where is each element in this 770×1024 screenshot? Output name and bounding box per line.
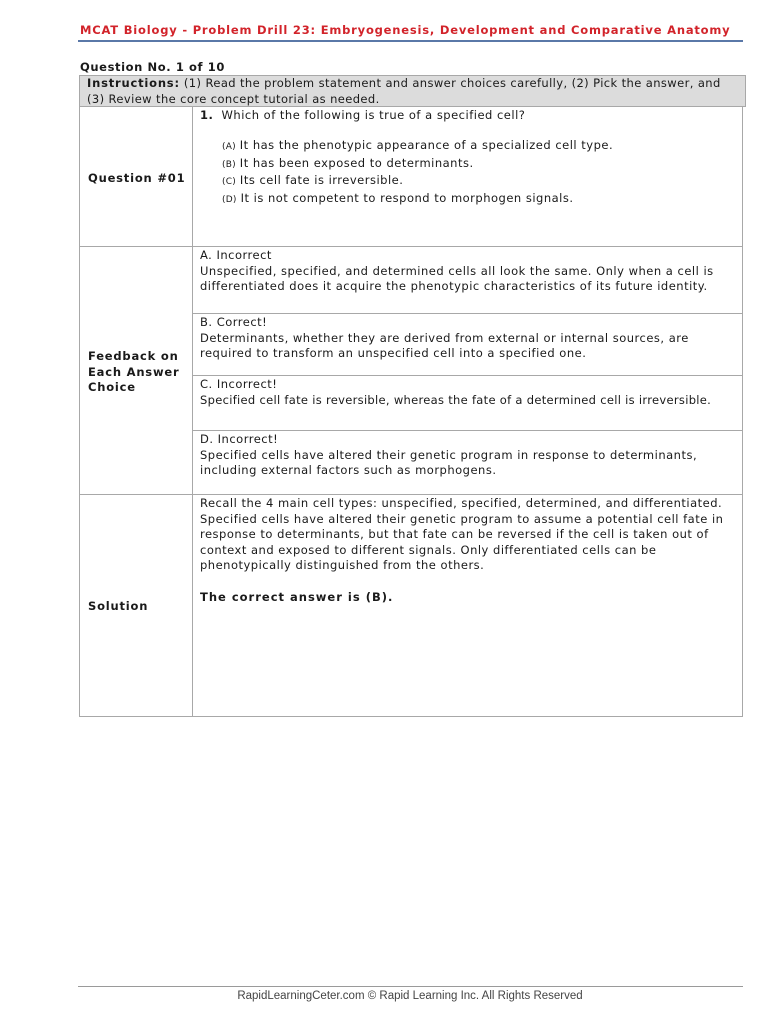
feedback-d-heading: D. Incorrect!	[200, 432, 279, 446]
feedback-d	[200, 432, 736, 479]
instructions-box	[79, 75, 746, 107]
footer-text: RapidLearningCeter.com © Rapid Learning Inc. All Rights Reserved	[237, 990, 583, 1002]
solution-cell	[192, 494, 743, 717]
feedback-c-text: Specified cell fate is reversible, whereas the fate of a determined cell is irreversible.	[200, 392, 712, 407]
question-label: Question #01	[88, 171, 186, 185]
solution-label: Solution	[88, 599, 149, 613]
feedback-label: Feedback on Each Answer Choice	[88, 349, 180, 394]
feedback-a	[200, 248, 736, 295]
solution-body	[200, 496, 736, 605]
solution-text: Recall the 4 main cell types: unspecified, specified, determined, and differentiated. Specified cells have altered their genetic program to assume a potential cell fate in response to determinants, but that fate can be reversed if the cell is taken out of context and exposed to different signals. Only differentiated cells can be phenotypically distinguished from the others.	[200, 496, 724, 572]
solution-label-cell	[79, 494, 193, 717]
feedback-c-heading: C. Incorrect!	[200, 377, 278, 391]
feedback-label-cell	[79, 246, 193, 495]
choice-b: (B) It has been exposed to determinants.	[222, 155, 474, 170]
feedback-b	[200, 315, 736, 362]
title-divider	[78, 40, 743, 42]
feedback-a-text: Unspecified, specified, and determined cells all look the same. Only when a cell is differentiated does it acquire the phenotypic characteristics of its future identity.	[200, 263, 714, 293]
feedback-a-cell	[192, 246, 743, 314]
feedback-c-cell	[192, 375, 743, 431]
feedback-b-heading: B. Correct!	[200, 315, 268, 329]
question-label-cell	[79, 106, 193, 247]
feedback-b-text: Determinants, whether they are derived from external or internal sources, are required to transform an unspecified cell into a specified one.	[200, 330, 689, 360]
feedback-c	[200, 377, 736, 408]
question-text: Which of the following is true of a specified cell?	[221, 108, 526, 122]
choice-d: (D) It is not competent to respond to morphogen signals.	[222, 190, 574, 205]
page-title: MCAT Biology - Problem Drill 23: Embryogenesis, Development and Comparative Anatomy	[80, 23, 731, 37]
feedback-a-heading: A. Incorrect	[200, 248, 272, 262]
feedback-d-text: Specified cells have altered their genetic program in response to determinants, including external factors such as morphogens.	[200, 447, 698, 477]
choice-c: (C) Its cell fate is irreversible.	[222, 173, 404, 187]
instructions-label: Instructions:	[87, 76, 180, 90]
answer-choices	[222, 138, 613, 208]
feedback-d-cell	[192, 430, 743, 495]
footer-divider	[78, 986, 743, 987]
question-cell	[192, 106, 743, 247]
instructions-text: (1) Read the problem statement and answer choices carefully, (2) Pick the answer, and (3) Review the core concept tutorial as needed.	[87, 76, 721, 106]
question-stem	[200, 108, 525, 124]
feedback-b-cell	[192, 313, 743, 376]
correct-answer: The correct answer is (B).	[200, 589, 394, 604]
question-counter: Question No. 1 of 10	[80, 60, 225, 74]
question-number: 1.	[200, 108, 214, 122]
choice-a: (A) It has the phenotypic appearance of a specialized cell type.	[222, 138, 614, 152]
